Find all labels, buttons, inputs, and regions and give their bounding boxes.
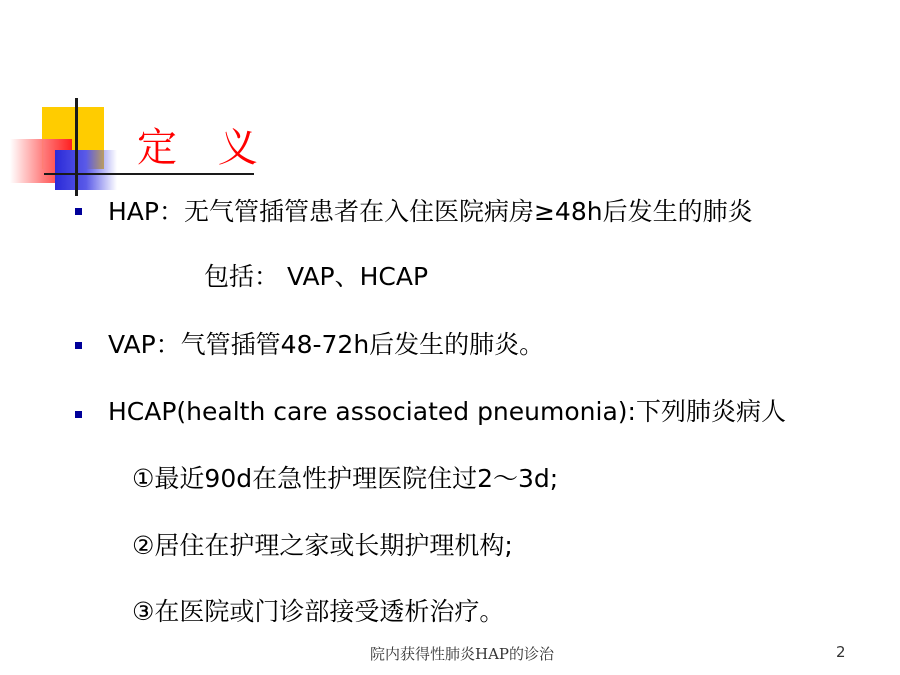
bullet-square-icon bbox=[75, 208, 82, 215]
decorative-vertical-line bbox=[75, 98, 78, 196]
slide-title: 定 义 bbox=[137, 125, 272, 171]
bullet-line-hap: HAP：无气管插管患者在入住医院病房≥48h后发生的肺炎 bbox=[108, 197, 753, 226]
sub-line-item-1: ①最近90d在急性护理医院住过2～3d; bbox=[132, 464, 559, 493]
decorative-blue-gradient-bar bbox=[55, 150, 117, 190]
footer-title: 院内获得性肺炎HAP的诊治 bbox=[370, 645, 555, 663]
sub-line-includes: 包括： VAP、HCAP bbox=[204, 262, 429, 291]
page-number: 2 bbox=[836, 643, 846, 661]
bullet-square-icon bbox=[75, 411, 82, 418]
bullet-square-icon bbox=[75, 342, 82, 349]
bullet-line-hcap: HCAP(health care associated pneumonia):下列肺炎病人 bbox=[108, 397, 786, 426]
bullet-line-vap: VAP：气管插管48-72h后发生的肺炎。 bbox=[108, 330, 545, 359]
sub-line-item-2: ②居住在护理之家或长期护理机构; bbox=[132, 531, 513, 560]
sub-line-item-3: ③在医院或门诊部接受透析治疗。 bbox=[132, 597, 505, 626]
